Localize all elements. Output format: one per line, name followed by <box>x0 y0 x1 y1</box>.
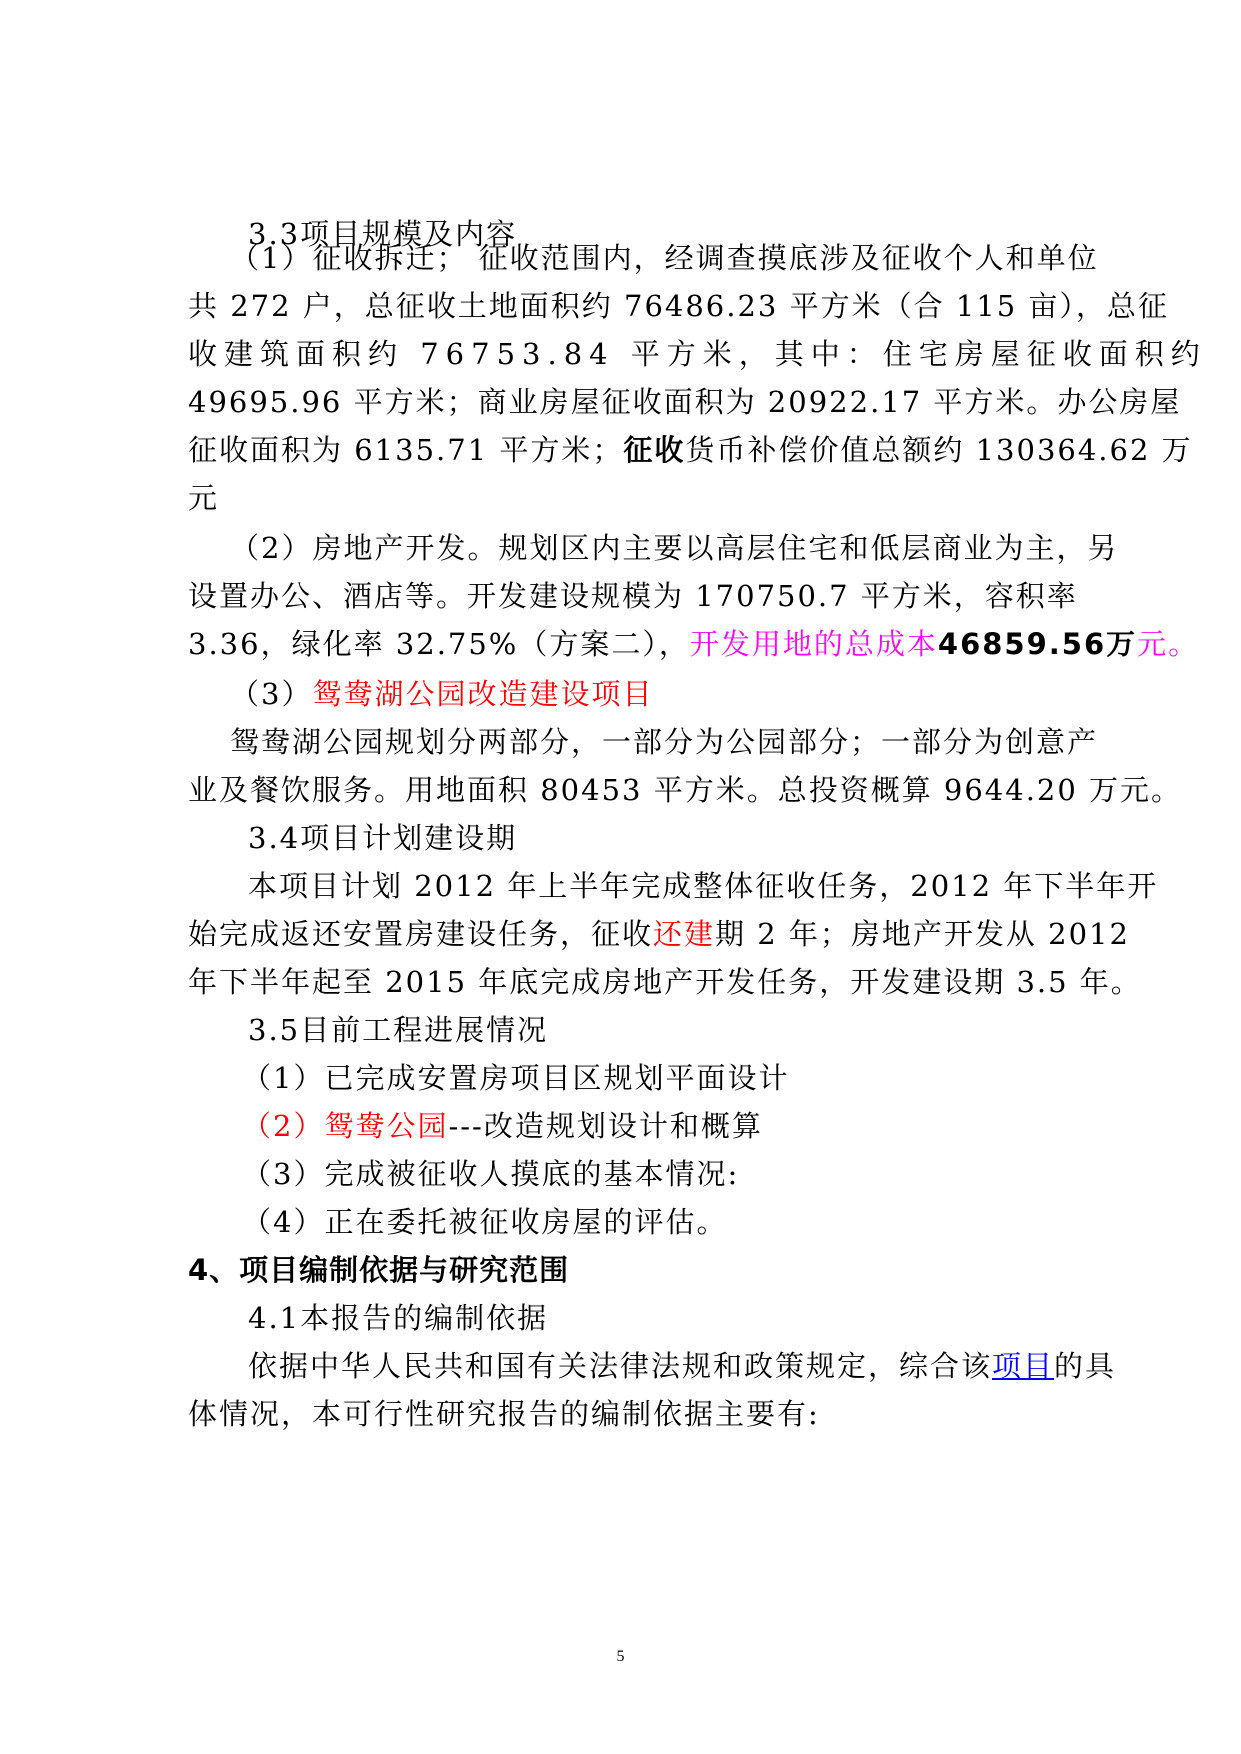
section-4-1-line1-part1: 依据中华人民共和国有关法律法规和政策规定，综合该 <box>248 1349 993 1383</box>
item3-prefix: （3） <box>230 677 313 711</box>
item2-line2: 设置办公、酒店等。开发建设规模为 170750.7 平方米，容积率 <box>188 579 1078 613</box>
section-3-4-line2-red: 还建 <box>653 917 716 951</box>
item1-line5-part2: 货币补偿价值总额约 130364.62 万 <box>685 433 1193 467</box>
progress-item-2-rest: ---改造规划设计和概算 <box>448 1109 763 1143</box>
section-4-1-heading: 4.1本报告的编制依据 <box>248 1301 549 1335</box>
item1-line3: 收建筑面积约 76753.84 平方米，其中：住宅房屋征收面积约 <box>188 337 1207 371</box>
item1-line6: 元 <box>188 481 220 515</box>
item1-line5-bold: 征收 <box>623 433 686 467</box>
item1-line1: （1）征收拆迁； 征收范围内，经调查摸底涉及征收个人和单位 <box>230 241 1099 275</box>
item2-line1: （2）房地产开发。规划区内主要以高层住宅和低层商业为主，另 <box>230 531 1119 565</box>
section-3-4-line2-part2: 期 2 年；房地产开发从 2012 <box>715 917 1130 951</box>
project-link[interactable]: 项目 <box>992 1349 1055 1383</box>
item3-title: 鸳鸯湖公园改造建设项目 <box>312 677 654 711</box>
section-3-3-heading: 3.3项目规模及内容 <box>248 217 518 251</box>
item1-line4: 49695.96 平方米；商业房屋征收面积为 20922.17 平方米。办公房屋 <box>188 385 1182 419</box>
section-4-1-line1 <box>248 1341 1116 1391</box>
section-3-4-heading: 3.4项目计划建设期 <box>248 821 518 855</box>
progress-item-3: （3）完成被征收人摸底的基本情况: <box>242 1157 740 1191</box>
item2-line3 <box>188 619 1199 669</box>
total-cost-unit: 万 <box>1106 627 1138 661</box>
section-3-4-line2-part1: 始完成返还安置房建设任务，征收 <box>188 917 654 951</box>
total-cost-end: 元。 <box>1137 627 1200 661</box>
section-4-1-line1-part2: 的具 <box>1054 1349 1117 1383</box>
section-3-5-heading: 3.5目前工程进展情况 <box>248 1013 549 1047</box>
progress-item-1: （1）已完成安置房项目区规划平面设计 <box>242 1061 790 1095</box>
section-3-4-line1: 本项目计划 2012 年上半年完成整体征收任务，2012 年下半年开 <box>248 869 1159 903</box>
item3-line1: 鸳鸯湖公园规划分两部分，一部分为公园部分；一部分为创意产 <box>230 725 1099 759</box>
progress-item-4: （4）正在委托被征收房屋的评估。 <box>242 1205 728 1239</box>
item3-line2: 业及餐饮服务。用地面积 80453 平方米。总投资概算 9644.20 万元。 <box>188 773 1183 807</box>
item2-line3-part1: 3.36，绿化率 32.75%（方案二）， <box>188 627 690 661</box>
item1-line2: 共 272 户，总征收土地面积约 76486.23 平方米（合 115 亩），总征 <box>188 289 1169 323</box>
page-number: 5 <box>616 1648 625 1665</box>
section-4-1-line2: 体情况，本可行性研究报告的编制依据主要有: <box>188 1397 820 1431</box>
section-3-4-line2 <box>188 909 1130 959</box>
section-3-4-line3: 年下半年起至 2015 年底完成房地产开发任务，开发建设期 3.5 年。 <box>188 965 1142 999</box>
item1-line5 <box>188 425 1193 475</box>
total-cost-value: 46859.56 <box>937 627 1107 661</box>
total-cost-label: 开发用地的总成本 <box>689 627 938 661</box>
item1-line5-part1: 征收面积为 6135.71 平方米； <box>188 433 624 467</box>
item3-heading <box>230 669 653 719</box>
section-4-heading: 4、项目编制依据与研究范围 <box>188 1253 570 1287</box>
progress-item-2 <box>242 1101 763 1151</box>
progress-item-2-red: （2）鸳鸯公园 <box>242 1109 449 1143</box>
